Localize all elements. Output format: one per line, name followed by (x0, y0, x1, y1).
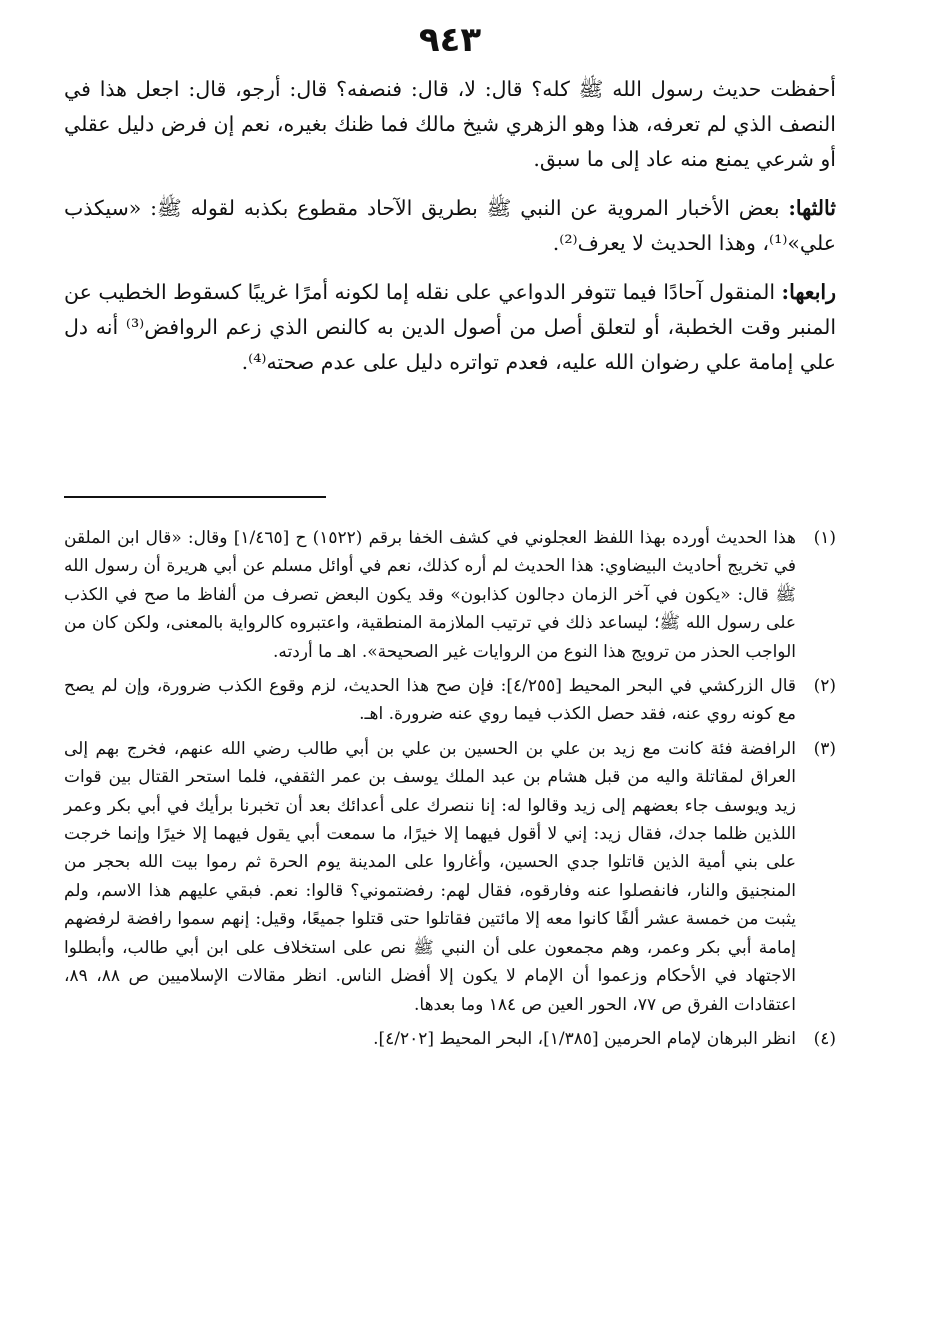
paragraph-lead: ثالثها: (788, 196, 836, 220)
page-number: ٩٤٣ (418, 20, 482, 60)
paragraph-fourth-point (64, 275, 836, 380)
paragraph-continuation (64, 72, 836, 177)
paragraph-lead: رابعها: (781, 280, 836, 304)
footnote-number: (١) (813, 528, 836, 548)
footnote-2 (64, 672, 836, 729)
footnote-1 (64, 524, 836, 666)
footnote-text: انظر البرهان لإمام الحرمين [١/٣٨٥]، البحر المحيط [٤/٢٠٢]. (373, 1028, 796, 1049)
footnote-text: الرافضة فئة كانت مع زيد بن علي بن الحسين بن علي بن أبي طالب رضي الله عنهم، فخرج بهم إلى العراق لمقاتلة واليه من قبل هشام بن عبد الملك يوسف بن عمر الثقفي، فلما استحر القتال بين قوات زيد ويوسف جاء بعضهم إلى زيد وقالوا له: إنا ننصرك على أعدائك بعد أن تخبرنا برأيك في أبي بكر وعمر اللذين ظلما جدك، فقال زيد: إني لا أقول فيهما إلا خيرًا، ما سمعت أبي يقول فيهما إلا خيرًا وإنما خرجت على بني أمية الذين قاتلوا جدي الحسين، وأغاروا على المدينة يوم الحرة ثم رموا بيت الله بحجر من المنجنيق والنار، فانفصلوا عنه وفارقوه، فقال لهم: رفضتموني؟ قالوا: نعم. فبقي عليهم هذا الاسم، ولم يثبت من خمسة عشر ألفًا كانوا معه إلا مائتين فقاتلوا حتى قتلوا جميعًا، وقيل: إنهم سموا رافضة لرفضهم إمامة أبي بكر وعمر، وهم مجمعون على أن النبي ﷺ نص على استخلاف على ابن أبي طالب، وأبطلوا الاجتهاد في الأحكام وزعموا أن الإمام لا يكون إلا أفضل الناس. انظر مقالات الإسلاميين ص ٨٨، ٨٩، اعتقادات الفرق ص ٧٧، الحور العين ص ١٨٤ وما بعدها. (64, 738, 797, 1015)
footnote-divider (64, 496, 326, 498)
footnote-number: (٢) (813, 676, 836, 697)
paragraph-text: بعض الأخبار المروية عن النبي ﷺ بطريق الآحاد مقطوع بكذبه لقوله ﷺ: «سيكذب علي»⁽¹⁾، وهذا الحديث لا يعرف⁽²⁾. (64, 196, 836, 255)
footnote-4 (64, 1025, 836, 1053)
paragraph-text: أحفظت حديث رسول الله ﷺ كله؟ قال: لا، قال: فنصفه؟ قال: أرجو، قال: اجعل هذا في النصف الذي لم تعرفه، هذا وهو الزهري شيخ مالك فما ظنك بغيره، نعم إن فرض دليل عقلي أو شرعي يمنع منه عاد إلى ما سبق. (64, 77, 836, 171)
footnote-text: قال الزركشي في البحر المحيط [٤/٢٥٥]: فإن صح هذا الحديث، لزم وقوع الكذب ضرورة، وإن لم يصح مع كونه روي عنه، فقد حصل الكذب فيما روي عنه ضرورة. اهـ. (64, 676, 796, 725)
footnote-number: (٤) (813, 1028, 836, 1049)
paragraph-text: المنقول آحادًا فيما تتوفر الدواعي على نقله إما لكونه أمرًا غريبًا كسقوط الخطيب عن المنبر وقت الخطبة، أو لتعلق أصل من أصول الدين به كالنص الذي زعم الروافض⁽³⁾ أنه دل علي إمامة علي رضوان الله عليه، فعدم تواتره دليل على عدم صحته⁽⁴⁾. (64, 280, 837, 374)
paragraph-third-point (64, 191, 836, 261)
footnotes (64, 524, 836, 1059)
footnote-text: هذا الحديث أورده بهذا اللفظ العجلوني في كشف الخفا برقم (١٥٢٢) ح [١/٤٦٥] وقال: «قال ابن الملقن في تخريج أحاديث البيضاوي: هذا الحديث لم أره كذلك، نعم في أوائل مسلم عن أبي هريرة أن رسول الله ﷺ قال: «يكون في آخر الزمان دجالون كذابون» وقد يكون البعض تصرف من ألفاظ ما صح في الكذب على رسول الله ﷺ؛ ليساعد ذلك في ترتيب الملازمة المنطقية، واعتبروه كالرواية بالمعنى، ولكن كان من الواجب الحذر من ترويج هذا النوع من الروايات غير الصحيحة». اهـ ما أردته. (64, 528, 797, 662)
main-text (64, 72, 836, 394)
footnote-3 (64, 735, 836, 1019)
footnote-number: (٣) (813, 738, 836, 759)
